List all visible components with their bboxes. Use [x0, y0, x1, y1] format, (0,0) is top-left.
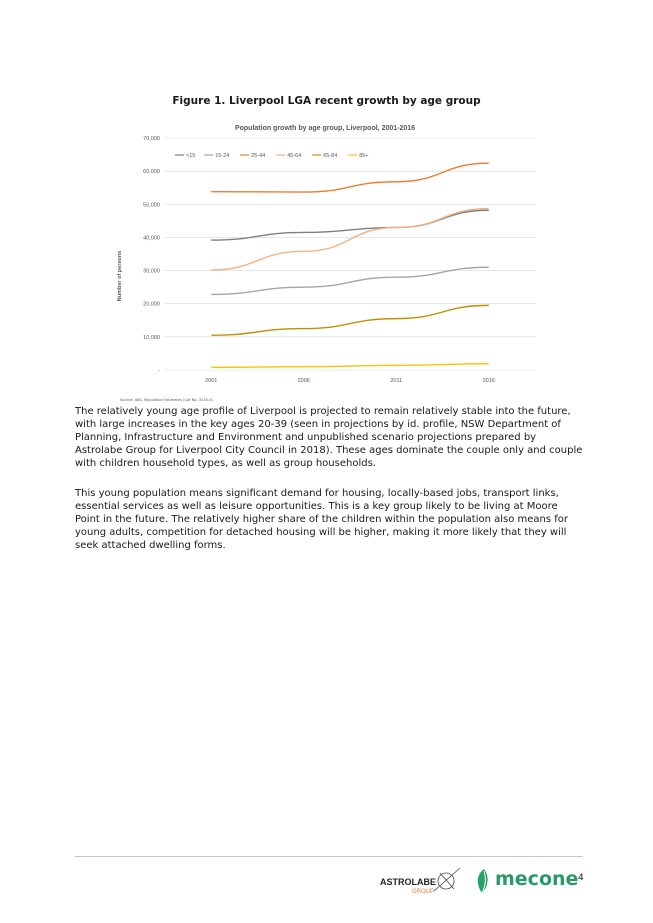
- mecone-name: mecone: [495, 868, 579, 890]
- y-tick-label: 70,000: [143, 136, 160, 142]
- chart-title: Population growth by age group, Liverpool, 2001-2016: [234, 125, 416, 132]
- body-paragraph-1: The relatively young age profile of Liverpool is projected to remain relatively stable into the future, with large increases in the key ages 20-39 (seen in projections by id. profile, NSW Department of Planning, Infrastructure and Environment and unpublished scenario projections prepared by Astrolabe Group for Liverpool City Council in 2018). These ages dominate the couple only and couple with children household types, as well as group households.: [75, 406, 583, 469]
- series-line-15-24: [211, 267, 489, 294]
- x-tick-label: 2011: [390, 378, 403, 384]
- legend-label: 45-64: [287, 153, 302, 159]
- y-tick-label: 10,000: [143, 334, 160, 341]
- astrolabe-sub: GROUP: [411, 889, 434, 895]
- x-tick-labels: [205, 378, 495, 384]
- legend: [175, 153, 369, 159]
- x-tick-label: 2001: [205, 378, 218, 384]
- line-chart: [105, 118, 545, 408]
- series-line-<15: [211, 210, 489, 240]
- y-tick-label: 40,000: [143, 235, 160, 242]
- astrolabe-name: ASTROLABE: [380, 877, 436, 887]
- astrolabe-compass-icon: [434, 868, 460, 891]
- body-paragraph-2: This young population means significant demand for housing, locally-based jobs, transport links, essential services as well as leisure opportunities. This is a key group likely to be living at Moore Point in the future. The relatively higher share of the children within the population also means for young adults, competition for detached housing will be higher, making it more likely that they will seek attached dwelling forms.: [75, 488, 569, 551]
- series-line-65-84: [211, 305, 489, 335]
- legend-label: <15: [186, 153, 196, 159]
- series-line-25-44: [211, 163, 489, 192]
- x-tick-label: 2006: [297, 378, 310, 384]
- legend-label: 25-44: [251, 153, 266, 159]
- y-tick-label: 30,000: [143, 268, 160, 275]
- figure-caption: Figure 1. Liverpool LGA recent growth by age group: [172, 95, 481, 107]
- x-tick-label: 2016: [482, 378, 495, 384]
- y-tick-label: 60,000: [143, 169, 160, 176]
- source-note: Source: ABS, Population Estimates (Cat No. 3235.0).: [120, 398, 214, 402]
- y-tick-labels: [143, 136, 160, 374]
- chart-svg: [105, 118, 545, 408]
- y-tick-label: -: [158, 368, 160, 374]
- astrolabe-logo: [370, 862, 465, 900]
- legend-label: 65-84: [323, 153, 338, 159]
- y-tick-label: 50,000: [143, 202, 160, 209]
- y-axis-label: Number of persons: [117, 250, 123, 302]
- y-tick-label: 20,000: [143, 301, 160, 308]
- series-line-85+: [211, 364, 489, 368]
- legend-label: 15-24: [215, 153, 230, 159]
- footer-divider: [75, 856, 583, 857]
- page-number: 4: [578, 873, 584, 883]
- legend-label: 85+: [359, 153, 369, 159]
